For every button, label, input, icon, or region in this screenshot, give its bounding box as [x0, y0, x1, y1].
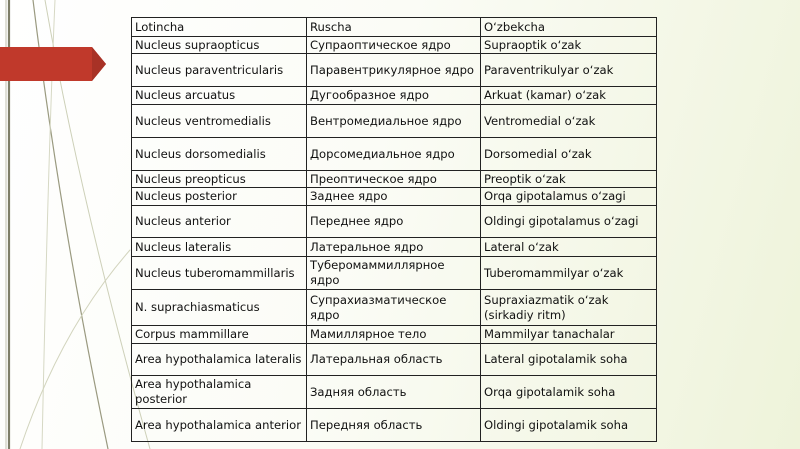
cell-uzbek: Paraventrikulyar o‘zak	[481, 54, 657, 87]
cell-latin: Nucleus dorsomedialis	[132, 138, 307, 171]
cell-uzbek: Ventromedial o‘zak	[481, 105, 657, 138]
cell-uzbek: Orqa gipotalamus o‘zagi	[481, 188, 657, 206]
cell-latin: Nucleus supraopticus	[132, 37, 307, 54]
cell-russian: Преоптическое ядро	[307, 171, 481, 188]
table-row	[132, 238, 657, 257]
cell-russian: Мамиллярное тело	[307, 326, 481, 344]
table-row	[132, 105, 657, 138]
table-row	[132, 138, 657, 171]
table-row	[132, 87, 657, 105]
cell-latin: N. suprachiasmaticus	[132, 290, 307, 326]
cell-latin: Area hypothalamica lateralis	[132, 344, 307, 376]
table-row	[132, 326, 657, 344]
cell-latin: Nucleus ventromedialis	[132, 105, 307, 138]
cell-latin: Nucleus posterior	[132, 188, 307, 206]
table-row	[132, 188, 657, 206]
cell-latin: Nucleus lateralis	[132, 238, 307, 257]
header-uzbek: O‘zbekcha	[481, 18, 657, 37]
cell-latin: Corpus mammillare	[132, 326, 307, 344]
cell-russian: Задняя область	[307, 376, 481, 409]
cell-latin: Area hypothalamica posterior	[132, 376, 307, 409]
cell-russian: Туберомаммиллярное ядро	[307, 257, 481, 290]
cell-uzbek: Arkuat (kamar) o‘zak	[481, 87, 657, 105]
cell-russian: Передняя область	[307, 409, 481, 442]
cell-uzbek: Oldingi gipotalamik soha	[481, 409, 657, 442]
table-header-row	[132, 18, 657, 37]
table-row	[132, 376, 657, 409]
hypothalamus-nuclei-table	[131, 17, 657, 442]
cell-latin: Nucleus tuberomammillaris	[132, 257, 307, 290]
cell-russian: Дорсомедиальное ядро	[307, 138, 481, 171]
table-row	[132, 37, 657, 54]
cell-russian: Заднее ядро	[307, 188, 481, 206]
table-row	[132, 206, 657, 238]
cell-latin: Area hypothalamica anterior	[132, 409, 307, 442]
cell-latin: Nucleus preopticus	[132, 171, 307, 188]
table-row	[132, 257, 657, 290]
header-russian: Ruscha	[307, 18, 481, 37]
cell-latin: Nucleus anterior	[132, 206, 307, 238]
cell-uzbek: Mammilyar tanachalar	[481, 326, 657, 344]
cell-uzbek: Dorsomedial o‘zak	[481, 138, 657, 171]
table-row	[132, 344, 657, 376]
cell-uzbek: Oldingi gipotalamus o‘zagi	[481, 206, 657, 238]
cell-uzbek: Preoptik o‘zak	[481, 171, 657, 188]
cell-uzbek: Tuberomammilyar o‘zak	[481, 257, 657, 290]
hypothalamus-nuclei-table-wrapper	[131, 17, 657, 442]
table-row	[132, 290, 657, 326]
cell-uzbek: Orqa gipotalamik soha	[481, 376, 657, 409]
cell-russian: Латеральная область	[307, 344, 481, 376]
cell-russian: Дугообразное ядро	[307, 87, 481, 105]
cell-uzbek: Lateral o‘zak	[481, 238, 657, 257]
red-arrow-accent	[0, 47, 110, 81]
cell-uzbek: Supraoptik o‘zak	[481, 37, 657, 54]
cell-russian: Переднее ядро	[307, 206, 481, 238]
cell-russian: Супраоптическое ядро	[307, 37, 481, 54]
cell-russian: Вентромедиальное ядро	[307, 105, 481, 138]
table-row	[132, 409, 657, 442]
cell-uzbek: Lateral gipotalamik soha	[481, 344, 657, 376]
cell-russian: Паравентрикулярное ядро	[307, 54, 481, 87]
cell-russian: Супрахиазматическое ядро	[307, 290, 481, 326]
header-latin: Lotincha	[132, 18, 307, 37]
table-row	[132, 171, 657, 188]
cell-russian: Латеральное ядро	[307, 238, 481, 257]
cell-uzbek: Supraxiazmatik o‘zak (sirkadiy ritm)	[481, 290, 657, 326]
table-row	[132, 54, 657, 87]
cell-latin: Nucleus arcuatus	[132, 87, 307, 105]
cell-latin: Nucleus paraventricularis	[132, 54, 307, 87]
